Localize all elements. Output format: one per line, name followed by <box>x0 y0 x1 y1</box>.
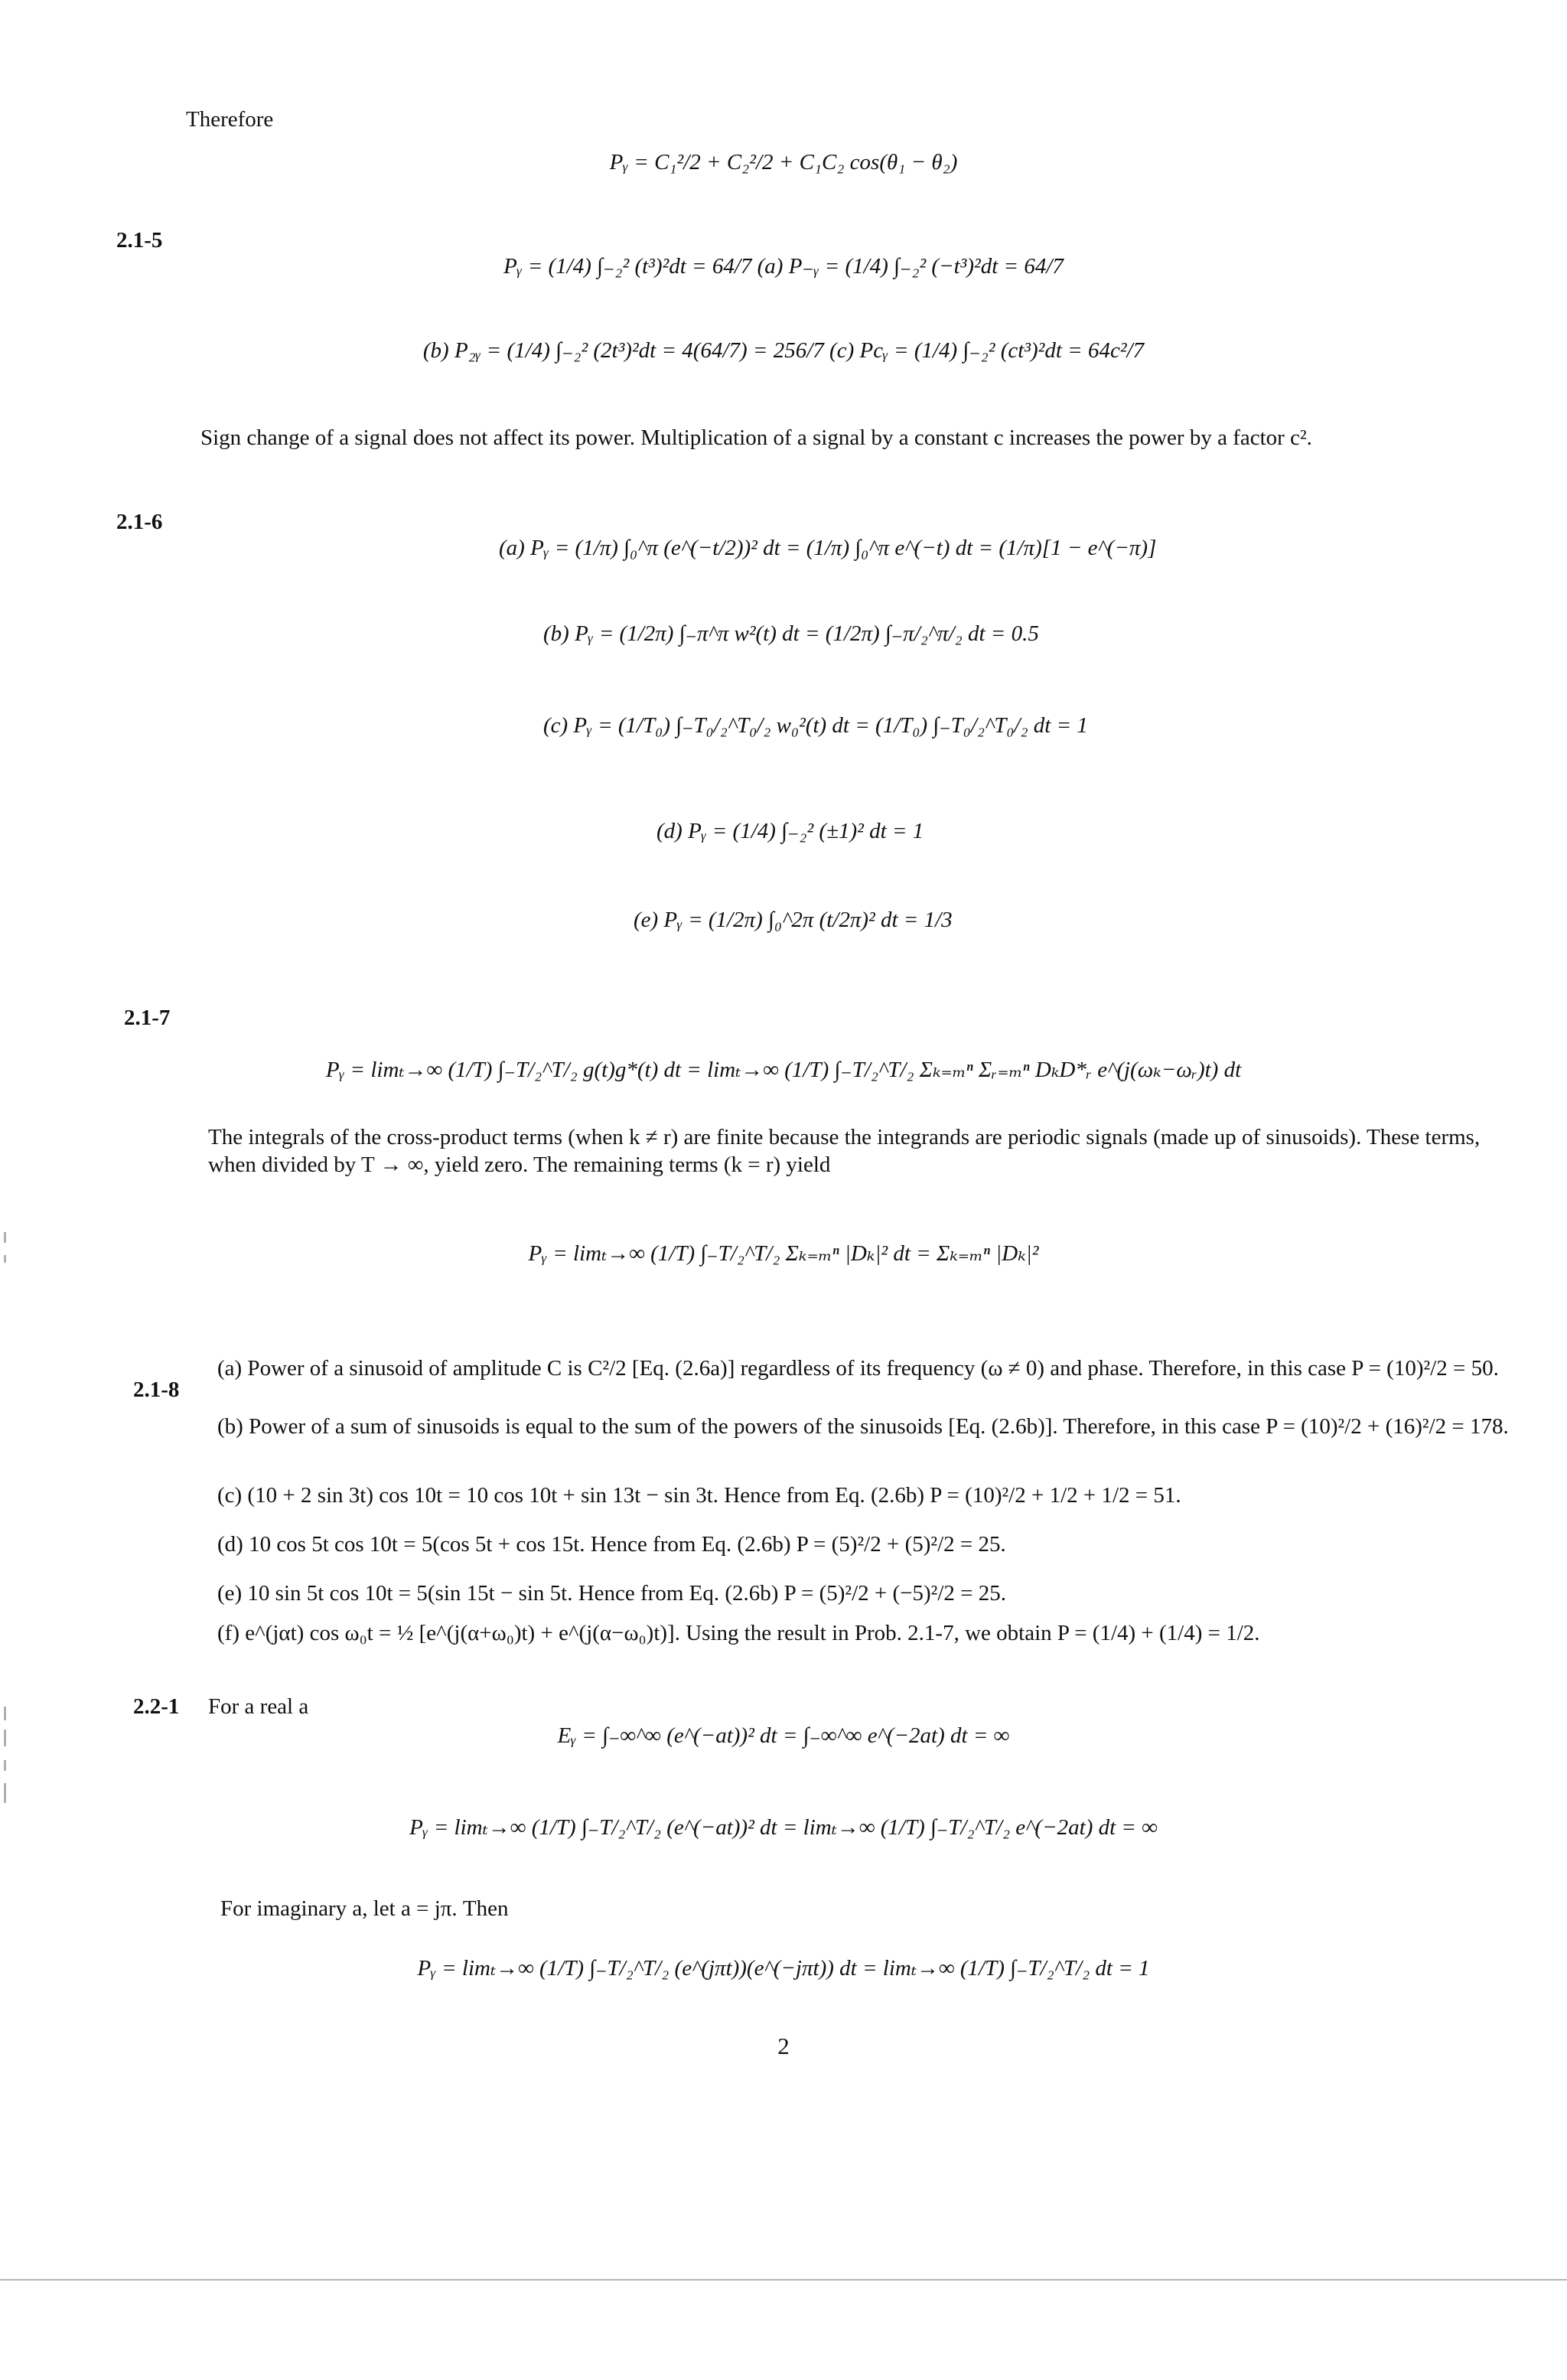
problem-label-2-1-5: 2.1-5 <box>116 228 163 253</box>
problem-label-2-1-8: 2.1-8 <box>133 1377 180 1402</box>
equation-2-1-6-e: (e) Pᵧ = (1/2π) ∫₀^2π (t/2π)² dt = 1/3 <box>634 908 953 932</box>
scan-margin-marks <box>3 1232 8 2380</box>
problem-label-2-2-1: 2.2-1 <box>133 1694 180 1719</box>
equation-2-1-7-a: Pᵧ = limₜ→∞ (1/T) ∫₋T/₂^T/₂ g(t)g*(t) dt = limₜ→∞ (1/T) ∫₋T/₂^T/₂ Σₖ₌ₘⁿ Σᵣ₌ₘⁿ DₖD*ᵣ e^(j(ωₖ−ωᵣ)t) dt <box>325 1058 1242 1082</box>
therefore-text: Therefore <box>186 107 274 132</box>
paragraph-2-1-8-c: (c) (10 + 2 sin 3t) cos 10t = 10 cos 10t + sin 13t − sin 3t. Hence from Eq. (2.6b) P = (10)²/2 + 1/2 + 1/2 = 51. <box>217 1483 1181 1508</box>
problem-label-2-1-6: 2.1-6 <box>116 510 163 534</box>
paragraph-2-2-1-imaginary: For imaginary a, let a = jπ. Then <box>220 1896 509 1921</box>
bottom-rule <box>0 2279 1567 2281</box>
page-number: 2 <box>777 2033 790 2059</box>
paragraph-2-1-8-a: (a) Power of a sinusoid of amplitude C is C²/2 [Eq. (2.6a)] regardless of its frequency (ω ≠ 0) and phase. Therefore, in this case P = (10)²/2 = 50. <box>217 1356 1499 1381</box>
equation-2-2-1-a: Eᵧ = ∫₋∞^∞ (e^(−at))² dt = ∫₋∞^∞ e^(−2at) dt = ∞ <box>557 1723 1010 1748</box>
equation-2-1-7-b: Pᵧ = limₜ→∞ (1/T) ∫₋T/₂^T/₂ Σₖ₌ₘⁿ |Dₖ|² dt = Σₖ₌ₘⁿ |Dₖ|² <box>528 1241 1039 1266</box>
equation-2-2-1-c: Pᵧ = limₜ→∞ (1/T) ∫₋T/₂^T/₂ (e^(jπt))(e^(−jπt)) dt = limₜ→∞ (1/T) ∫₋T/₂^T/₂ dt = 1 <box>417 1956 1150 1981</box>
paragraph-2-2-1-intro: For a real a <box>208 1694 309 1719</box>
equation-2-1-6-d: (d) Pᵧ = (1/4) ∫₋₂² (±1)² dt = 1 <box>656 819 924 843</box>
equation-2-1-5-a: Pᵧ = (1/4) ∫₋₂² (t³)²dt = 64/7 (a) P₋ᵧ = (1/4) ∫₋₂² (−t³)²dt = 64/7 <box>503 254 1064 279</box>
equation-2-2-1-b: Pᵧ = limₜ→∞ (1/T) ∫₋T/₂^T/₂ (e^(−at))² dt = limₜ→∞ (1/T) ∫₋T/₂^T/₂ e^(−2at) dt = ∞ <box>409 1815 1158 1840</box>
problem-label-2-1-7: 2.1-7 <box>124 1006 171 1030</box>
paragraph-2-1-5: Sign change of a signal does not affect its power. Multiplication of a signal by a constant c increases the power by a factor c². <box>200 425 1312 450</box>
equation-2-1-6-a: (a) Pᵧ = (1/π) ∫₀^π (e^(−t/2))² dt = (1/π) ∫₀^π e^(−t) dt = (1/π)[1 − e^(−π)] <box>499 536 1157 560</box>
paragraph-2-1-8-d: (d) 10 cos 5t cos 10t = 5(cos 5t + cos 15t. Hence from Eq. (2.6b) P = (5)²/2 + (5)²/2 = 25. <box>217 1532 1006 1557</box>
paragraph-2-1-8-f: (f) e^(jαt) cos ω₀t = ½ [e^(j(α+ω₀)t) + e^(j(α−ω₀)t)]. Using the result in Prob. 2.1-7, we obtain P = (1/4) + (1/4) = 1/2. <box>217 1621 1260 1645</box>
equation-py: Pᵧ = C₁²/2 + C₂²/2 + C₁C₂ cos(θ₁ − θ₂) <box>609 150 958 174</box>
paragraph-2-1-8-b: (b) Power of a sum of sinusoids is equal to the sum of the powers of the sinusoids [Eq. (2.6b)]. Therefore, in this case P = (10)²/2 + (16)²/2 = 178. <box>217 1414 1509 1439</box>
paragraph-2-1-7: The integrals of the cross-product terms (when k ≠ r) are finite because the integrands are periodic signals (made up of sinusoids). These terms, when divided by T → ∞, yield zero. The remaining terms (k = r) yield <box>208 1125 1481 1177</box>
equation-2-1-6-c: (c) Pᵧ = (1/T₀) ∫₋T₀/₂^T₀/₂ w₀²(t) dt = (1/T₀) ∫₋T₀/₂^T₀/₂ dt = 1 <box>543 713 1088 738</box>
equation-2-1-5-b: (b) P₂ᵧ = (1/4) ∫₋₂² (2t³)²dt = 4(64/7) = 256/7 (c) Pcᵧ = (1/4) ∫₋₂² (ct³)²dt = 64c²/7 <box>422 338 1145 363</box>
equation-2-1-6-b: (b) Pᵧ = (1/2π) ∫₋π^π w²(t) dt = (1/2π) ∫₋π/₂^π/₂ dt = 0.5 <box>543 621 1039 646</box>
paragraph-2-1-8-e: (e) 10 sin 5t cos 10t = 5(sin 15t − sin 5t. Hence from Eq. (2.6b) P = (5)²/2 + (−5)²/2 = 25. <box>217 1581 1007 1606</box>
